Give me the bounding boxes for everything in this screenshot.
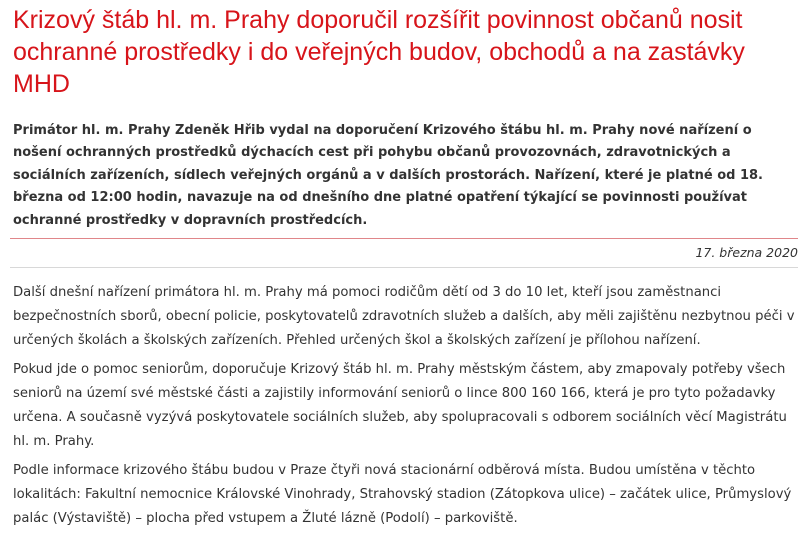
perex-divider	[10, 238, 798, 239]
article-paragraph: Další dnešní nařízení primátora hl. m. Prahy má pomoci rodičům dětí od 3 do 10 let, kteří jsou zaměstnanci bezpečnostních sborů, obecní policie, poskytovatelů zdravotních služeb a dalších, aby měli zajištěnu nezbytnou péči v určených školách a školských zařízeních. Přehled určených škol a školských zařízení je přílohou nařízení.	[13, 285, 795, 348]
article-paragraph: Pokud jde o pomoc seniorům, doporučuje Krizový štáb hl. m. Prahy městským částem, aby zmapovaly potřeby všech seniorů na území své městské části a zajistily informování seniorů o lince 800 160 166, která je pro tyto požadavky určena. A současně vyzývá poskytovatele sociálních služeb, aby spolupracovali s odborem sociálních věcí Magistrátu hl. m. Prahy.	[13, 362, 787, 449]
publish-date: 17. března 2020	[695, 245, 798, 260]
article-perex: Primátor hl. m. Prahy Zdeněk Hřib vydal na doporučení Krizového štábu hl. m. Prahy nové nařízení o nošení ochranných prostředků dýchacích cest při pohybu občanů provozovnách, zdravotnických a sociálních zařízeních, sídlech veřejných orgánů a v dalších prostorách. Nařízení, které je platné od 18. března od 12:00 hodin, navazuje na od dnešního dne platné opatření týkající se povinnosti používat ochranné prostředky v dopravních prostředcích.	[13, 123, 763, 228]
article-title: Krizový štáb hl. m. Prahy doporučil rozšířit povinnost občanů nosit ochranné prostředky i do veřejných budov, obchodů a na zastávky MHD	[13, 6, 745, 98]
article-paragraph: Podle informace krizového štábu budou v Praze čtyři nová stacionární odběrová místa. Budou umístěna v těchto lokalitách: Fakultní nemocnice Královské Vinohrady, Strahovský stadion (Zátopkova ulice) – začátek ulice, Průmyslový palác (Výstaviště) – plocha před vstupem a Žluté lázně (Podolí) – parkoviště.	[13, 463, 792, 526]
date-divider	[10, 267, 798, 268]
